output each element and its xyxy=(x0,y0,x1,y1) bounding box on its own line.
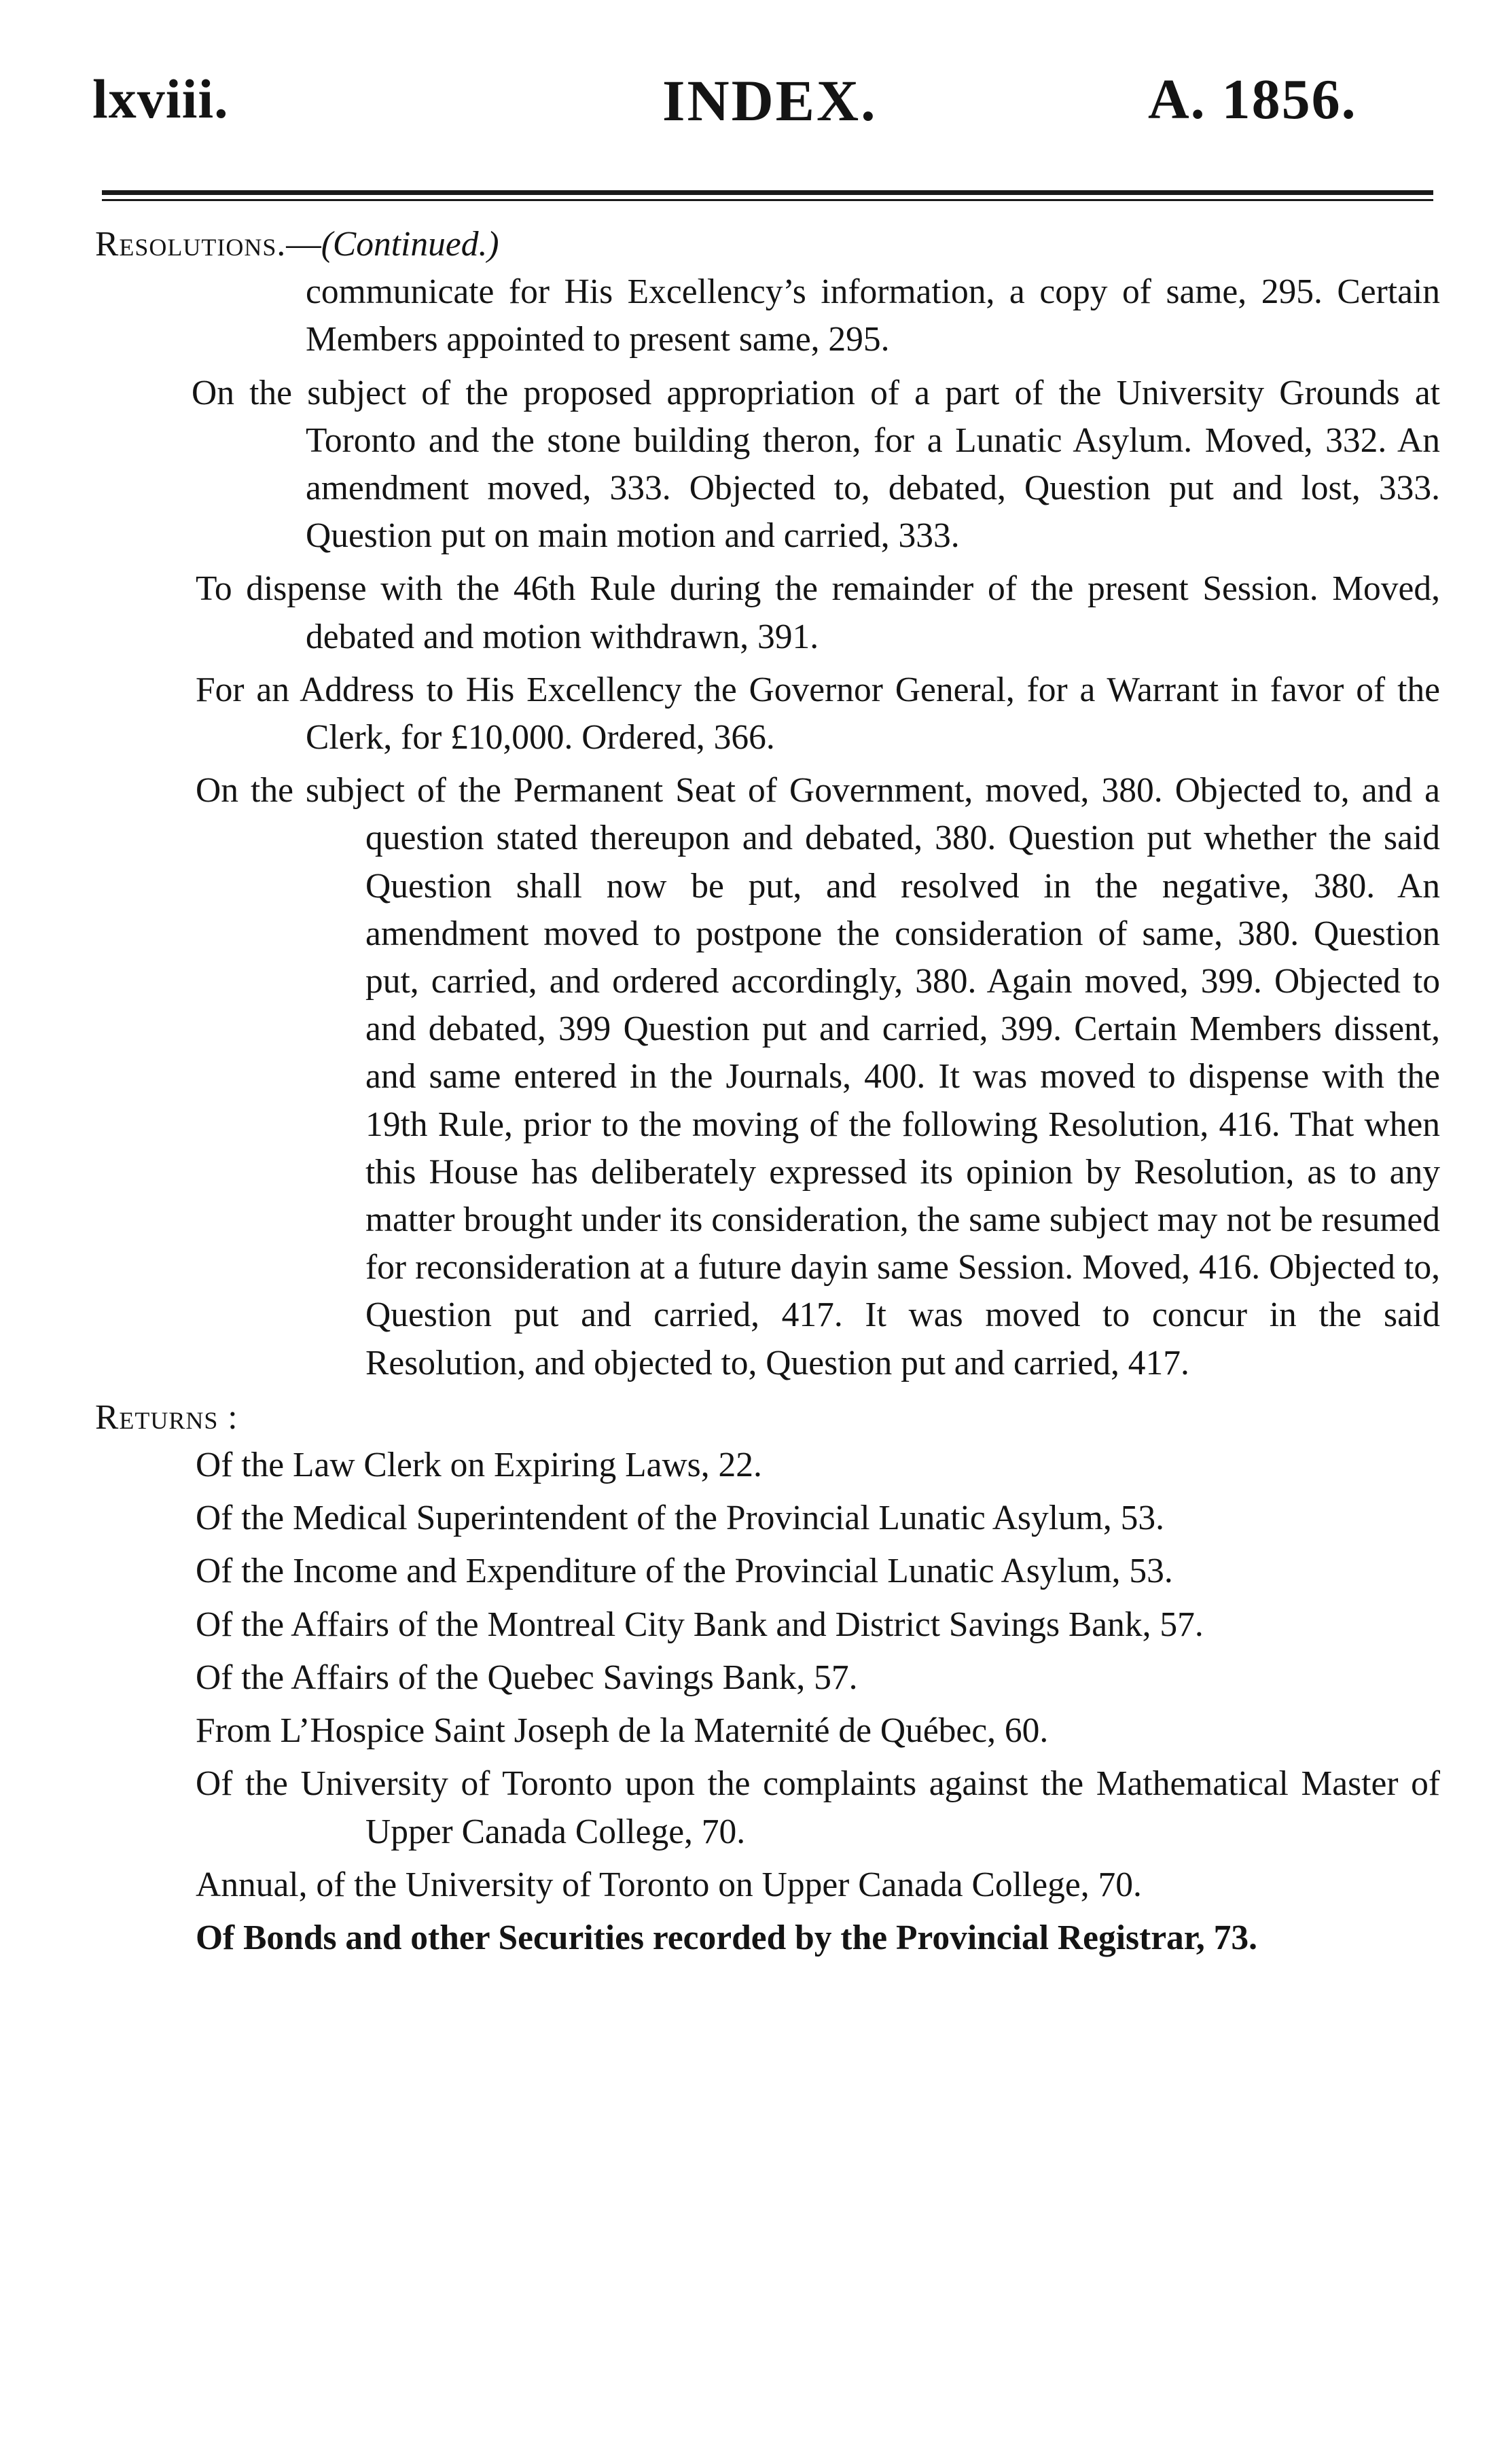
resolution-entry: For an Address to His Excellency the Governor General, for a Warrant in favor of the Clerk, for £10,000. Ordered, 366. xyxy=(196,670,1440,757)
resolution-entry: To dispense with the 46th Rule during the remainder of the present Session. Moved, debated and motion withdrawn, 391. xyxy=(196,569,1440,656)
header-rule-thick xyxy=(102,190,1433,195)
return-entry: Of the Law Clerk on Expiring Laws, 22. xyxy=(196,1446,762,1485)
return-entry: Of the Income and Expenditure of the Provincial Lunatic Asylum, 53. xyxy=(196,1552,1173,1591)
return-entry: Of Bonds and other Securities recorded by the Provincial Registrar, 73. xyxy=(196,1918,1258,1957)
page-title: INDEX. xyxy=(662,68,878,133)
year-label: A. 1856. xyxy=(1148,68,1357,131)
page-number: lxviii. xyxy=(92,68,229,130)
resolution-entry: On the subject of the Permanent Seat of Government, moved, 380. Objected to, and a question stated thereupon and debated, 380. Question put whether the said Question shall now be put, and resolved in the negative, 380. An amendment moved to postpone the consideration of same, 380. Question put, carried, and ordered accordingly, 380. Again moved, 399. Objected to and debated, 399 Question put and carried, 399. Certain Members dissent, and same entered in the Journals, 400. It was moved to dispense with the 19th Rule, prior to the moving of the following Resolution, 416. That when this House has deliberately expressed its opinion by Resolution, as to any matter brought under its consideration, the same subject may not be resumed for reconsideration at a future dayin same Session. Moved, 416. Objected to, Question put and carried, 417. It was moved to concur in the said Resolution, and objected to, Question put and carried, 417. xyxy=(196,771,1440,1382)
resolutions-heading: Resolutions. xyxy=(95,225,287,264)
resolution-entry: communicate for His Excellency’s information, a copy of same, 295. Certain Members appointed to present same, 295. xyxy=(306,272,1440,359)
return-entry: Of the Affairs of the Montreal City Bank and District Savings Bank, 57. xyxy=(196,1605,1204,1644)
returns-heading: Returns : xyxy=(95,1397,238,1437)
section-heading-returns xyxy=(95,1394,1440,1442)
return-entry: Of the University of Toronto upon the complaints against the Mathematical Master of Upper Canada College, 70. xyxy=(196,1764,1440,1851)
continued-label: (Continued.) xyxy=(321,225,499,264)
return-entry: Annual, of the University of Toronto on Upper Canada College, 70. xyxy=(196,1865,1142,1904)
resolution-entry: On the subject of the proposed appropriation of a part of the University Grounds at Toronto and the stone building theron, for a Lunatic Asylum. Moved, 332. An amendment moved, 333. Objected to, debated, Question put and lost, 333. Question put on main motion and carried, 333. xyxy=(192,373,1440,556)
header-rule-thin xyxy=(102,199,1433,201)
section-heading-resolutions: Resolutions.—(Continued.) xyxy=(95,225,499,264)
return-entry: Of the Affairs of the Quebec Savings Bank, 57. xyxy=(196,1658,858,1697)
return-entry: Of the Medical Superintendent of the Provincial Lunatic Asylum, 53. xyxy=(196,1499,1164,1538)
index-body xyxy=(95,221,1440,1962)
return-entry: From L’Hospice Saint Joseph de la Maternité de Québec, 60. xyxy=(196,1711,1049,1751)
